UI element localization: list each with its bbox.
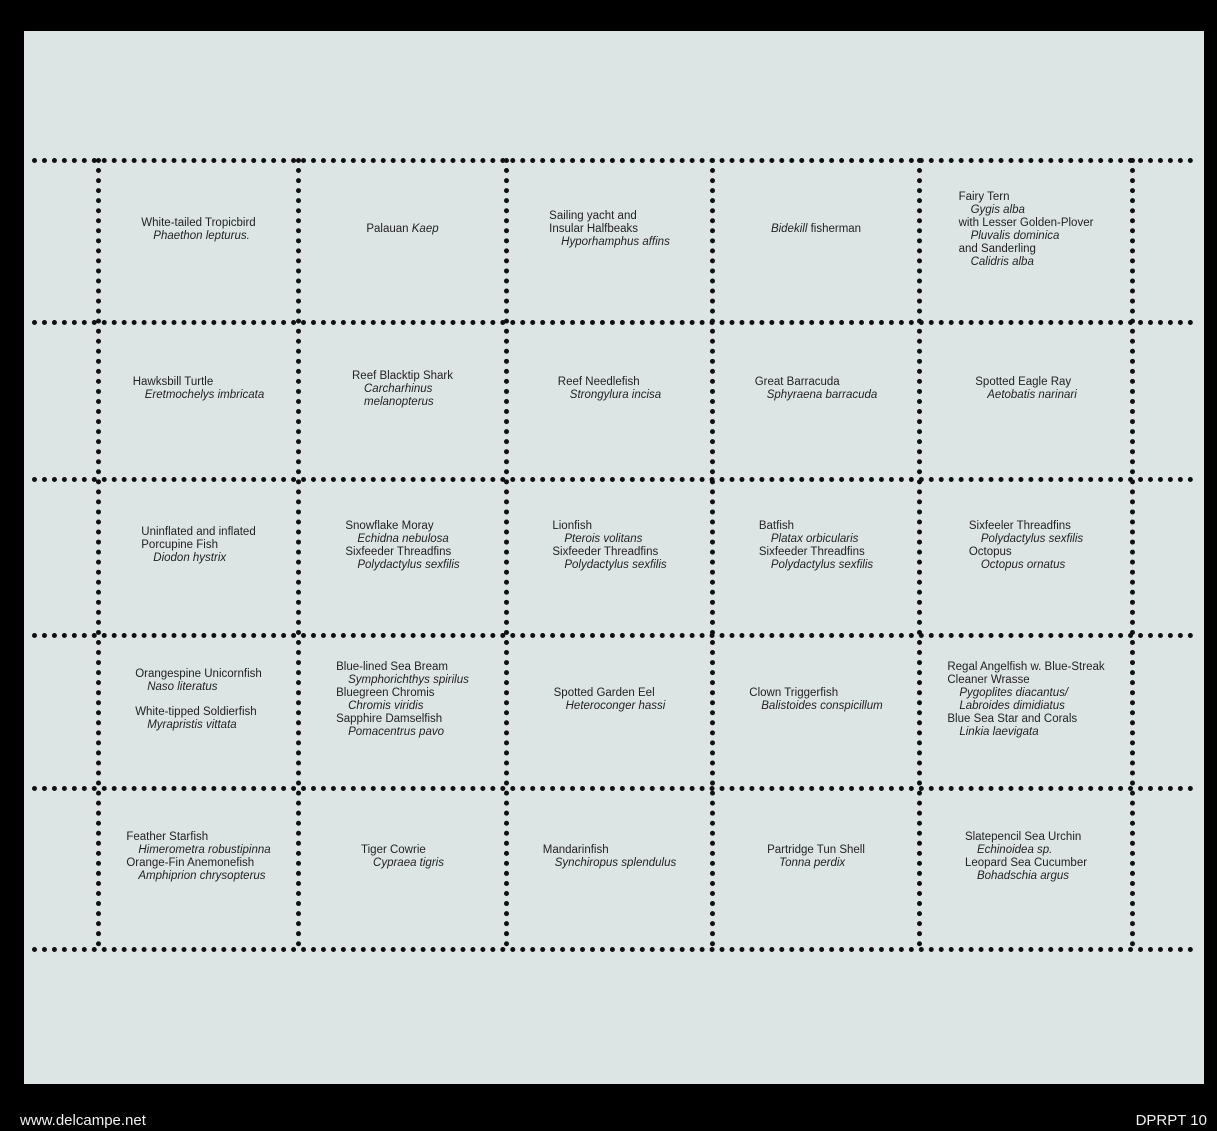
stamp-caption — [366, 223, 438, 236]
stamp-caption — [965, 831, 1087, 883]
scientific-name: Balistoides conspicillum — [761, 700, 883, 712]
common-name: Blue Sea Star and Corals — [947, 713, 1078, 725]
scientific-name: Carcharhinus — [364, 382, 433, 395]
common-name: Orange-Fin Anemonefish — [126, 857, 255, 869]
caption-part: fisherman — [807, 223, 862, 235]
stamp-caption — [345, 520, 459, 572]
common-name: Fairy Tern — [958, 190, 1010, 203]
scientific-name: Symphorichthys spirilus — [348, 674, 469, 686]
common-name: and Sanderling — [958, 242, 1036, 255]
scientific-name: Polydactylus sexfilis — [357, 558, 460, 571]
stamp-r4-c5 — [922, 638, 1130, 786]
stamp-r2-c4 — [715, 325, 917, 477]
stamp-caption — [959, 191, 1094, 269]
common-name: with Lesser Golden-Plover — [958, 216, 1094, 229]
stamp-caption — [361, 844, 444, 870]
common-name: Orangespine Unicornfish — [135, 668, 262, 680]
scientific-name: Tonna perdix — [779, 857, 846, 869]
scientific-name: Pygoplites diacantus/ — [959, 687, 1069, 699]
caption-part: Kaep — [411, 223, 439, 235]
stamp-r3-c3 — [509, 482, 710, 633]
stamp-r1-c1 — [101, 163, 296, 320]
stamp-r2-c3 — [509, 325, 710, 477]
watermark-right: DPRPT 10 — [1135, 1112, 1207, 1129]
caption-part: Bidekill — [770, 223, 808, 235]
common-name: Feather Starfish — [126, 831, 209, 843]
stamp-r5-c2 — [301, 791, 504, 947]
scientific-name: Bohadschia argus — [976, 870, 1069, 882]
scientific-name: Cypraea tigris — [373, 857, 444, 869]
stamp-caption — [947, 661, 1104, 739]
common-name: Blue-lined Sea Bream — [336, 661, 448, 673]
common-name: Sixfeeder Threadfins — [552, 545, 659, 558]
scientific-name: Polydactylus sexfilis — [564, 558, 667, 571]
scientific-name: Phaethon lepturus. — [153, 229, 250, 242]
common-name: Insular Halfbeaks — [549, 223, 639, 235]
scientific-name: Synchiropus splendulus — [554, 857, 677, 869]
common-name: Lionfish — [552, 519, 592, 532]
scientific-name: Diodon hystrix — [153, 552, 227, 564]
scientific-name: Naso literatus — [147, 681, 218, 693]
stamp-r4-c4 — [715, 638, 917, 786]
common-name: Leopard Sea Cucumber — [964, 857, 1088, 869]
scientific-name: Chromis viridis — [348, 700, 424, 712]
common-name: White-tipped Soldierfish — [135, 706, 257, 718]
stamp-r3-c5 — [922, 482, 1130, 633]
common-name: Slatepencil Sea Urchin — [964, 831, 1082, 843]
stamp-caption — [759, 520, 873, 572]
scientific-name: Aetobatis narinari — [987, 389, 1077, 401]
scientific-name: Echinoidea sp. — [976, 844, 1053, 856]
stamp-r5-c5 — [922, 791, 1130, 947]
scientific-name: Pterois volitans — [564, 532, 643, 545]
stamp-r2-c2 — [301, 325, 504, 477]
scientific-name: Heteroconger hassi — [565, 700, 666, 712]
perforation-row-5 — [32, 947, 1194, 952]
caption-part: Palauan — [366, 223, 412, 235]
common-name: Batfish — [758, 519, 795, 532]
caption-gap — [135, 694, 262, 706]
stamp-r2-c1 — [101, 325, 296, 477]
scientific-name: melanopterus — [364, 395, 434, 408]
common-name: Sixfeeler Threadfins — [968, 519, 1071, 532]
common-name: Sailing yacht and — [549, 210, 637, 222]
common-name: Regal Angelfish w. Blue-Streak — [947, 661, 1105, 673]
common-name: Clown Triggerfish — [749, 687, 839, 699]
stamp-caption — [133, 376, 265, 402]
stamp-r3-c1 — [101, 482, 296, 633]
scientific-name: Pluvalis dominica — [970, 229, 1060, 242]
stamp-caption — [141, 526, 255, 565]
scientific-name: Octopus ornatus — [980, 558, 1066, 571]
stamp-r5-c3 — [509, 791, 710, 947]
common-name — [771, 223, 861, 236]
stamp-caption — [554, 687, 666, 713]
stamp-caption — [749, 687, 882, 713]
stamp-caption — [352, 370, 453, 409]
common-name: White-tailed Tropicbird — [141, 216, 256, 229]
scientific-name: Labroides dimidiatus — [959, 700, 1065, 712]
watermark-left: www.delcampe.net — [20, 1112, 146, 1129]
common-name: Bluegreen Chromis — [336, 687, 435, 699]
common-name: Mandarinfish — [542, 844, 609, 856]
common-name: Spotted Garden Eel — [553, 687, 655, 699]
common-name: Sixfeeder Threadfins — [345, 545, 452, 558]
scientific-name: Pomacentrus pavo — [348, 726, 444, 738]
stamp-r1-c4 — [715, 163, 917, 320]
common-name: Reef Blacktip Shark — [352, 369, 453, 382]
stamp-caption — [552, 520, 666, 572]
stamp-r1-c2 — [301, 163, 504, 320]
stamp-caption — [755, 376, 878, 402]
stamp-r3-c2 — [301, 482, 504, 633]
stamp-caption — [975, 376, 1077, 402]
stamp-r2-c5 — [922, 325, 1130, 477]
common-name: Sixfeeder Threadfins — [758, 545, 865, 558]
perforation-col-5 — [1130, 158, 1135, 947]
stamp-caption — [126, 831, 270, 883]
scientific-name: Strongylura incisa — [569, 389, 662, 401]
common-name — [366, 223, 438, 236]
scientific-name: Amphiprion chrysopterus — [138, 870, 266, 882]
stamp-caption — [336, 661, 469, 739]
stamp-caption — [558, 376, 661, 402]
common-name: Hawksbill Turtle — [132, 376, 214, 388]
scientific-name: Platax orbicularis — [770, 532, 859, 545]
common-name: Cleaner Wrasse — [947, 674, 1030, 686]
common-name: Uninflated and inflated — [141, 526, 256, 538]
stamp-r4-c1 — [101, 638, 296, 786]
common-name: Snowflake Moray — [345, 519, 434, 532]
stamp-r1-c3 — [509, 163, 710, 320]
scientific-name: Calidris alba — [970, 255, 1034, 268]
common-name: Tiger Cowrie — [361, 844, 426, 856]
scientific-name: Himerometra robustipinna — [138, 844, 271, 856]
common-name: Sapphire Damselfish — [336, 713, 443, 725]
stamp-caption — [767, 844, 865, 870]
scientific-name: Eretmochelys imbricata — [144, 389, 265, 401]
stamp-caption — [771, 223, 861, 236]
stamp-r1-c5 — [922, 163, 1130, 320]
stamp-r5-c1 — [101, 791, 296, 947]
scientific-name: Myrapristis vittata — [147, 719, 237, 731]
scientific-name: Gygis alba — [970, 203, 1025, 216]
stamp-caption — [135, 668, 262, 732]
common-name: Partridge Tun Shell — [767, 844, 865, 856]
scientific-name: Polydactylus sexfilis — [980, 532, 1084, 545]
stamp-caption — [543, 844, 676, 870]
scientific-name: Sphyraena barracuda — [766, 389, 878, 401]
stamp-sheet — [24, 31, 1204, 1084]
common-name: Spotted Eagle Ray — [975, 376, 1072, 388]
stamp-r4-c3 — [509, 638, 710, 786]
scientific-name: Echidna nebulosa — [357, 532, 449, 545]
stamp-r5-c4 — [715, 791, 917, 947]
common-name: Great Barracuda — [754, 376, 840, 388]
common-name: Octopus — [968, 545, 1012, 558]
scientific-name: Hyporhamphus affins — [561, 236, 670, 248]
common-name: Reef Needlefish — [557, 376, 640, 388]
scientific-name: Polydactylus sexfilis — [770, 558, 874, 571]
scientific-name: Linkia laevigata — [959, 726, 1039, 738]
stamp-caption — [969, 520, 1083, 572]
stamp-r3-c4 — [715, 482, 917, 633]
common-name: Porcupine Fish — [141, 539, 218, 551]
stamp-caption — [549, 210, 670, 249]
stamp-caption — [141, 217, 255, 243]
stamp-r4-c2 — [301, 638, 504, 786]
